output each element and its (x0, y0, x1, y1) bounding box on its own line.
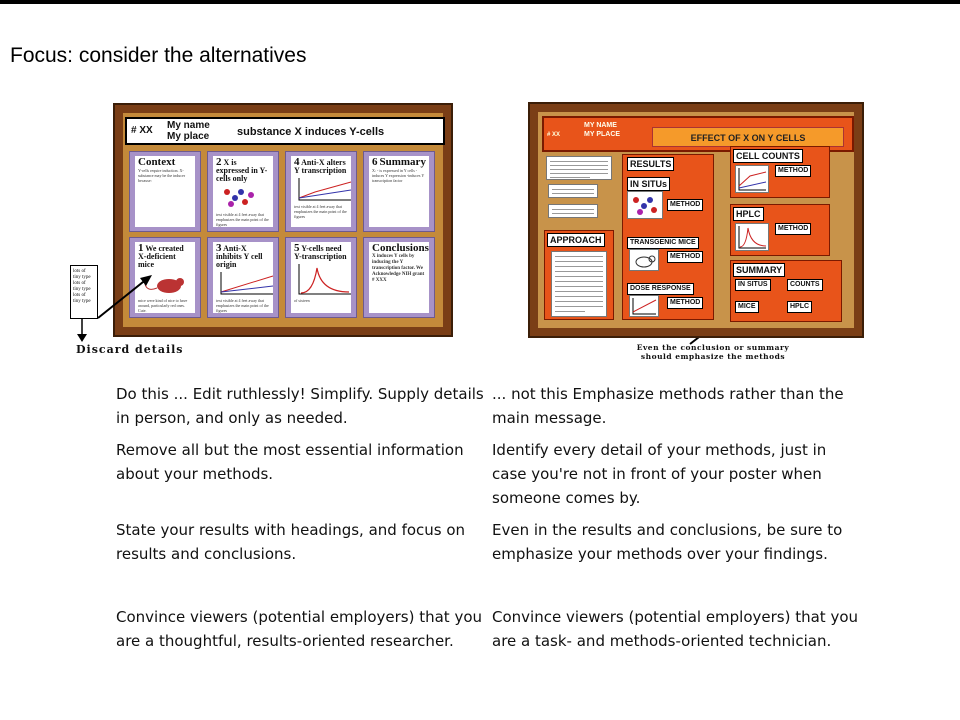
in-situs-heading: IN SITUs (627, 177, 670, 191)
emphasize-methods-caption (598, 343, 828, 361)
bad-poster-example (528, 102, 864, 338)
author-name: My name (167, 120, 210, 131)
summary-in-situs: IN SITUS (735, 279, 771, 291)
panel-text: mice were kind of nice to have around, particularly red ones. Cute. (138, 298, 188, 313)
panel-number: 6 (372, 156, 378, 168)
callout-line: tiny type (73, 287, 91, 292)
graph-icon (736, 166, 768, 192)
panel-text: text visible at 4 feet away that emphasizes the main point of the figures (294, 204, 347, 219)
summary-counts: COUNTS (787, 279, 823, 291)
discard-details-caption: Discard details (76, 343, 184, 356)
tiny-text-block (546, 156, 612, 180)
callout-line: tiny type (73, 299, 91, 304)
author-place: MY PLACE (584, 131, 621, 138)
callout-line: lots of (73, 293, 86, 298)
callout-line: tiny type (73, 275, 91, 280)
caption-line: should emphasize the methods (640, 352, 786, 361)
row-2-dont: Identify every detail of your methods, just in case you're not in front of your poster when someone comes by. (492, 441, 827, 507)
caption-line: Even the conclusion or summary (636, 343, 790, 352)
method-tag: METHOD (775, 165, 811, 177)
panel-heading: Summary (379, 156, 426, 168)
arrow-to-panel-icon (98, 275, 152, 318)
poster-title: substance X induces Y-cells (237, 126, 385, 138)
poster-title: EFFECT OF X ON Y CELLS (652, 127, 844, 147)
slide-title: Focus: consider the alternatives (10, 44, 307, 67)
row-1-dont: ... not this Emphasize methods rather than the main message. (492, 385, 844, 427)
panel-number: 2 (216, 156, 222, 168)
row-3-dont: Even in the results and conclusions, be sure to emphasize your methods over your findings. (492, 521, 843, 563)
panel-text: X induces Y cells by inducing the Y transcription factor. We Acknowledge NIH grant # XXX (372, 254, 425, 283)
method-tag: METHOD (775, 223, 811, 235)
panel-number: 1 (138, 242, 144, 254)
panel-heading: We created X-deficient mice (138, 244, 184, 269)
panel-heading: Context (138, 156, 176, 168)
dot-figure (627, 191, 663, 219)
method-tag: METHOD (667, 297, 703, 309)
graph-figure (629, 295, 659, 317)
summary-section (730, 260, 842, 322)
peak-icon (736, 224, 768, 250)
callout-line: lots of (73, 281, 86, 286)
panel-heading: Y-cells need Y-transcription (294, 244, 347, 261)
row-4-dont: Convince viewers (potential employers) that you are a task- and methods-oriented technician. (492, 608, 859, 650)
method-tag: METHOD (667, 199, 703, 211)
method-tag: METHOD (667, 251, 703, 263)
cell-counts-section (730, 146, 830, 198)
panel-number: 4 (294, 156, 300, 168)
approach-text (551, 251, 607, 317)
summary-hplc: HPLC (787, 301, 812, 313)
summary-heading: SUMMARY (733, 263, 785, 277)
graph-icon (630, 296, 658, 316)
row-4-do: Convince viewers (potential employers) that you are a thoughtful, results-oriented researcher. (116, 608, 483, 650)
results-section (622, 154, 714, 320)
panel-heading: Conclusions (372, 242, 429, 254)
hplc-heading: HPLC (733, 207, 764, 221)
transgenic-heading: TRANSGENIC MICE (627, 237, 699, 249)
poster-number: # XX (131, 125, 153, 136)
panel-heading: X is expressed in Y-cells only (216, 158, 268, 183)
panel-heading: Anti-X alters Y transcription (294, 158, 347, 175)
arrow-down-icon (77, 319, 87, 342)
graph-figure (735, 165, 769, 193)
row-2-do: Remove all but the most essential information about your methods. (116, 441, 464, 483)
graph-figure (735, 223, 769, 251)
results-heading: RESULTS (627, 157, 674, 171)
panel-text: X: - is expressed in Y cells -induces Y expression -induces Y transcription factor (372, 168, 425, 183)
poster-number: # XX (547, 132, 561, 138)
panel-text: of sixteen (294, 298, 310, 303)
callout-line: lots of (73, 269, 86, 274)
panel-heading: Anti-X inhibits Y cell origin (216, 244, 263, 269)
approach-section (544, 230, 614, 320)
summary-mice: MICE (735, 301, 759, 313)
mouse-icon (630, 250, 658, 270)
dots-icon (628, 192, 662, 218)
cell-counts-heading: CELL COUNTS (733, 149, 803, 163)
hplc-section (730, 204, 830, 256)
author-name: MY NAME (584, 122, 617, 129)
row-1-do: Do this ... Edit ruthlessly! Simplify. Supply details in person, and only as needed. (116, 385, 484, 427)
approach-heading: APPROACH (547, 233, 605, 247)
panel-text: text visible at 4 feet away that emphasizes the main point of the figures (216, 298, 269, 313)
panel-number: 5 (294, 242, 300, 254)
panel-number: 3 (216, 242, 222, 254)
row-3-do: State your results with headings, and focus on results and conclusions. (116, 521, 466, 563)
mouse-figure (629, 249, 659, 271)
tiny-text-block (548, 204, 598, 218)
panel-text: text visible at 4 feet away that emphasizes the main point of the figures (216, 212, 269, 227)
dose-response-heading: DOSE RESPONSE (627, 283, 694, 295)
tiny-text-block (548, 184, 598, 198)
poster-author (584, 121, 620, 139)
author-place: My place (167, 131, 210, 142)
panel-text: Y-cells require induction. X-substance may be the inducer because: (138, 168, 186, 183)
